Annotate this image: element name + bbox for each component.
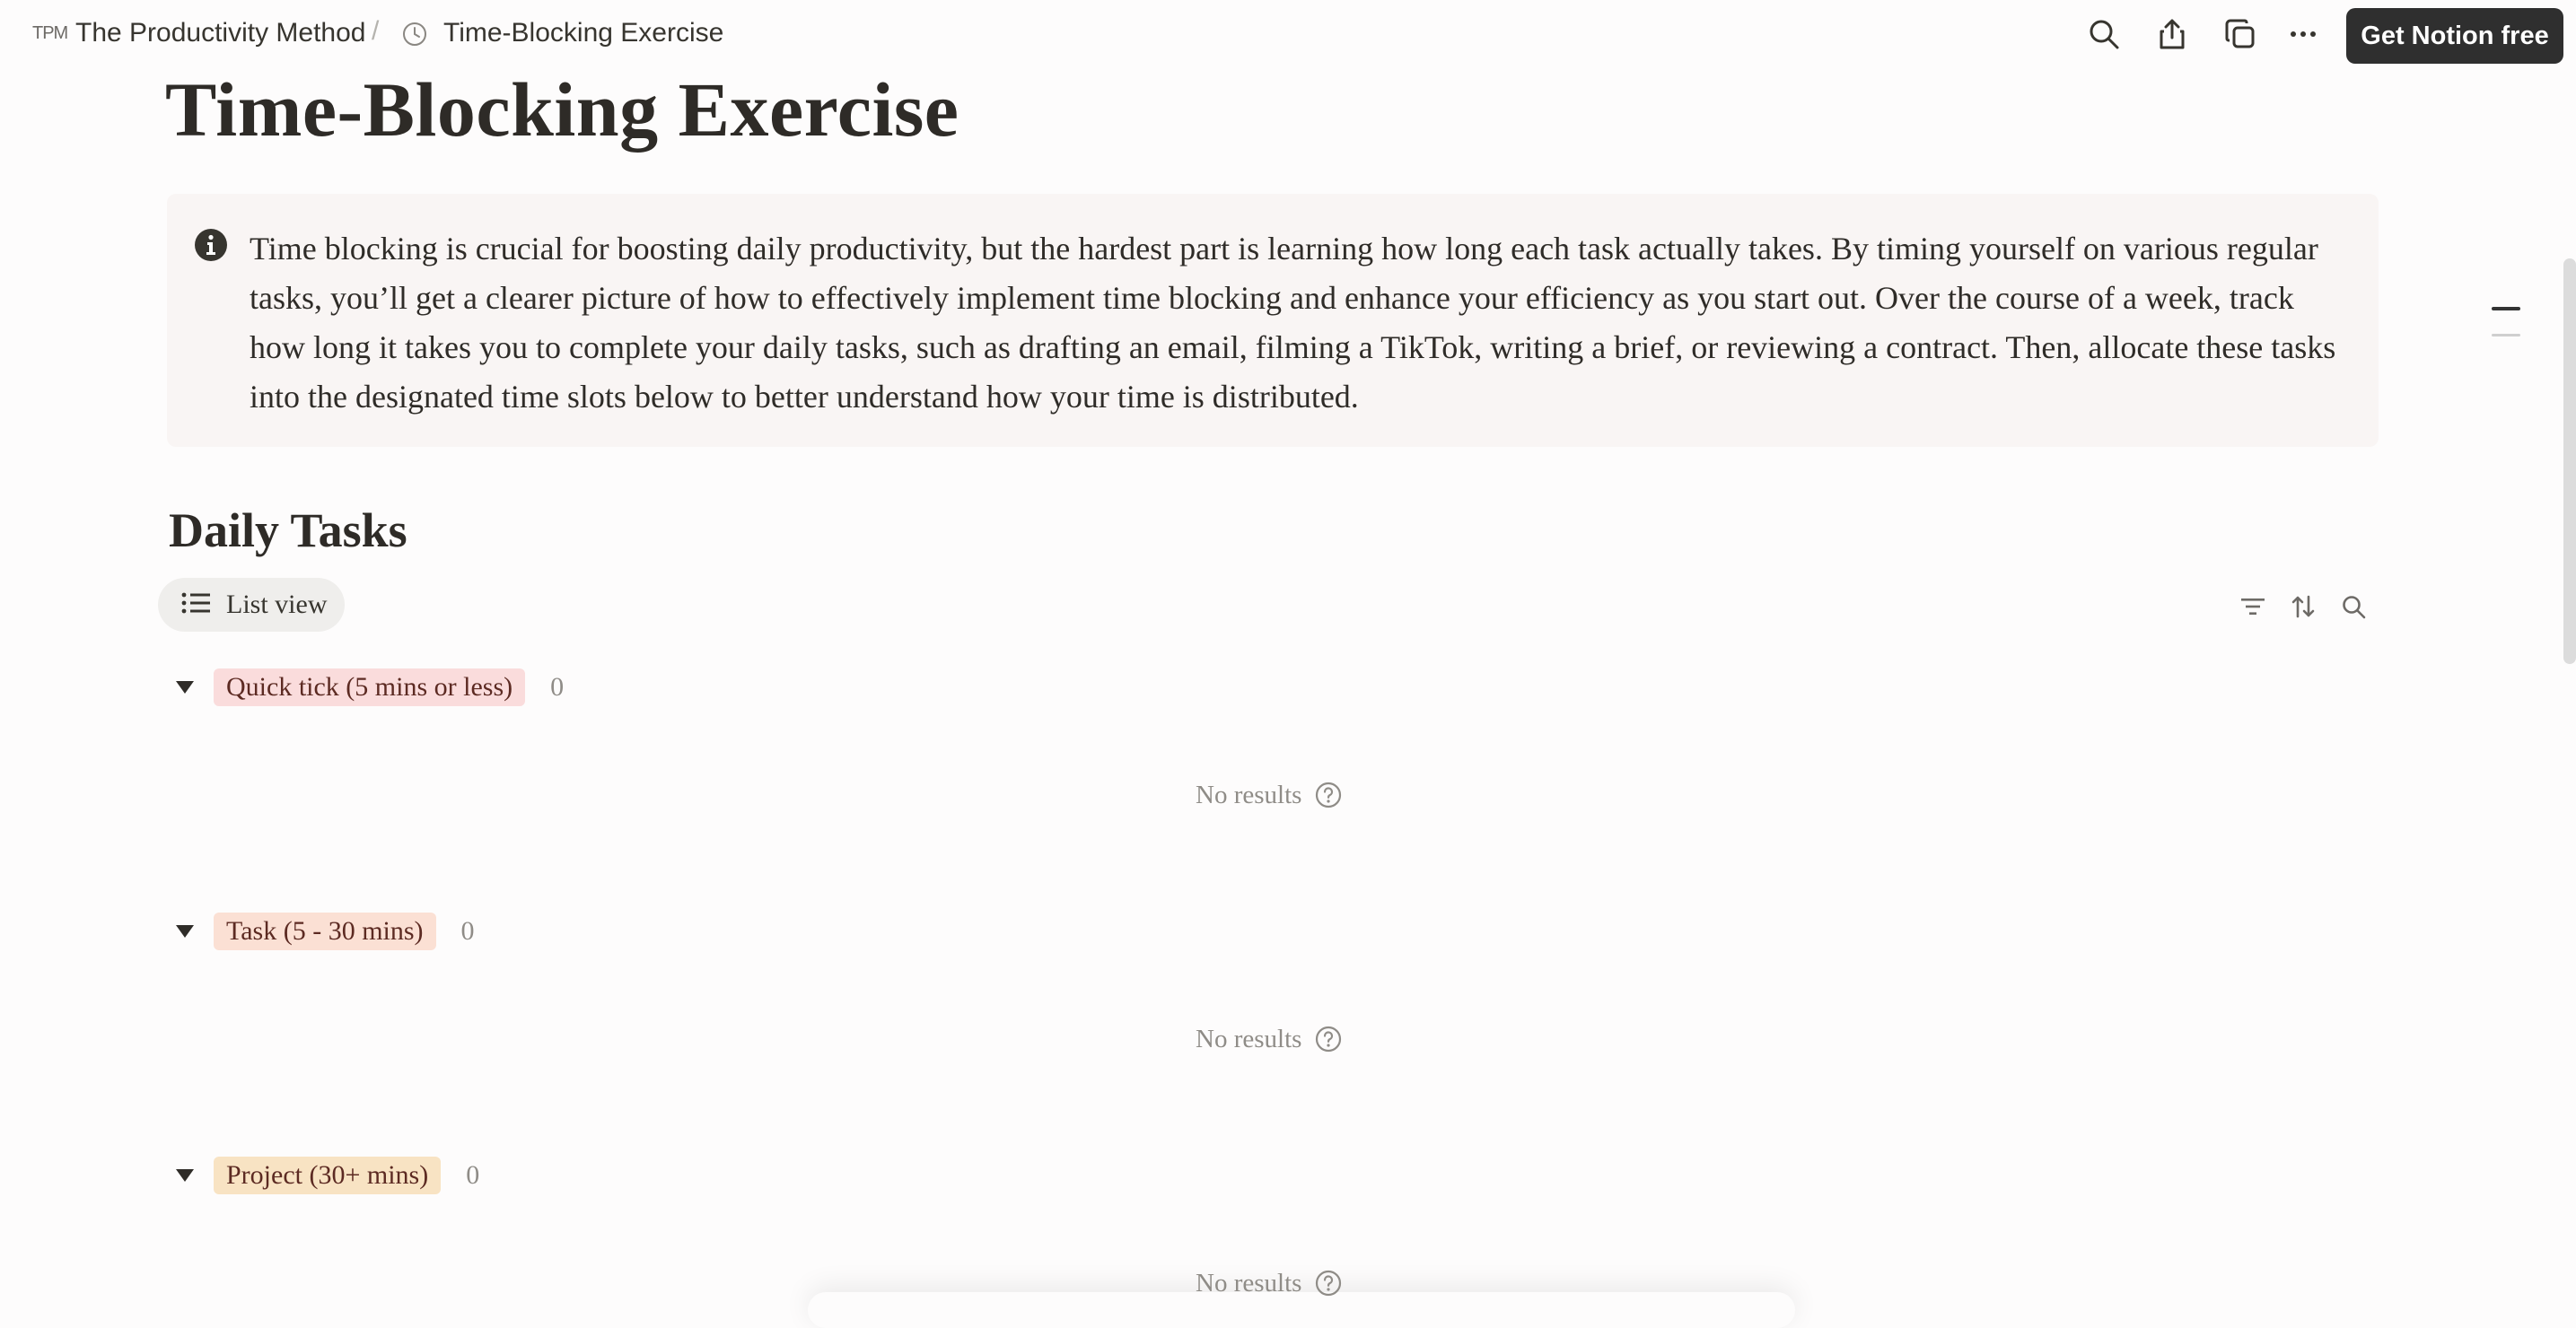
empty-state xyxy=(1196,1019,1343,1059)
table-of-contents-marker-active[interactable] xyxy=(2492,307,2520,310)
collapse-caret-icon[interactable] xyxy=(176,925,194,938)
group-label: Task (5 - 30 mins) xyxy=(214,913,436,950)
list-view-tab[interactable] xyxy=(158,578,345,632)
top-bar xyxy=(0,0,2576,70)
section-title: Daily Tasks xyxy=(169,503,407,557)
info-icon xyxy=(194,228,228,262)
get-notion-free-button[interactable]: Get Notion free xyxy=(2346,8,2563,64)
group-count: 0 xyxy=(460,916,475,946)
callout-block xyxy=(167,194,2379,447)
callout-text: Time blocking is crucial for boosting daily productivity, but the hardest part is learning how long each task actually takes. By timing yourself on various regular tasks, you’ll get a clearer picture of how to effectively implement time blocking and enhance your efficiency as you start out. Over the course of a week, track how long it takes you to complete your daily tasks, such as drafting an email, filming a TikTok, writing a brief, or reviewing a contract. Then, allocate these tasks into the designated time slots below to better understand how your time is distributed. xyxy=(250,231,2336,415)
duplicate-icon[interactable] xyxy=(2222,16,2258,52)
help-icon[interactable] xyxy=(1314,1269,1343,1297)
group-header-project[interactable] xyxy=(176,1152,479,1199)
group-label: Quick tick (5 mins or less) xyxy=(214,668,525,706)
group-label: Project (30+ mins) xyxy=(214,1157,441,1194)
empty-state-text: No results xyxy=(1196,780,1302,809)
page-title: Time-Blocking Exercise xyxy=(165,66,959,153)
more-icon[interactable] xyxy=(2285,16,2321,52)
collapse-caret-icon[interactable] xyxy=(176,1169,194,1182)
empty-state-text: No results xyxy=(1196,1268,1302,1297)
breadcrumb-separator: / xyxy=(372,16,380,46)
database-search-icon[interactable] xyxy=(2337,590,2370,623)
share-icon[interactable] xyxy=(2154,16,2190,52)
sort-icon[interactable] xyxy=(2287,590,2319,623)
empty-state xyxy=(1196,1263,1343,1303)
empty-state-text: No results xyxy=(1196,1024,1302,1053)
list-icon xyxy=(181,591,210,619)
search-icon[interactable] xyxy=(2086,16,2122,52)
group-header-quick-tick[interactable] xyxy=(176,664,564,711)
scrollbar[interactable] xyxy=(2563,258,2576,664)
workspace-logo[interactable]: TPM xyxy=(32,23,68,43)
table-of-contents-marker[interactable] xyxy=(2492,334,2520,336)
empty-state xyxy=(1196,775,1343,815)
collapse-caret-icon[interactable] xyxy=(176,681,194,694)
group-count: 0 xyxy=(550,672,565,702)
group-count: 0 xyxy=(466,1160,480,1190)
clock-icon xyxy=(400,20,429,48)
list-view-label: List view xyxy=(226,590,328,619)
help-icon[interactable] xyxy=(1314,781,1343,809)
breadcrumb-workspace[interactable]: The Productivity Method xyxy=(75,18,366,48)
filter-icon[interactable] xyxy=(2237,590,2269,623)
help-icon[interactable] xyxy=(1314,1025,1343,1053)
breadcrumb-page[interactable]: Time-Blocking Exercise xyxy=(443,18,724,48)
group-header-task[interactable] xyxy=(176,908,475,955)
